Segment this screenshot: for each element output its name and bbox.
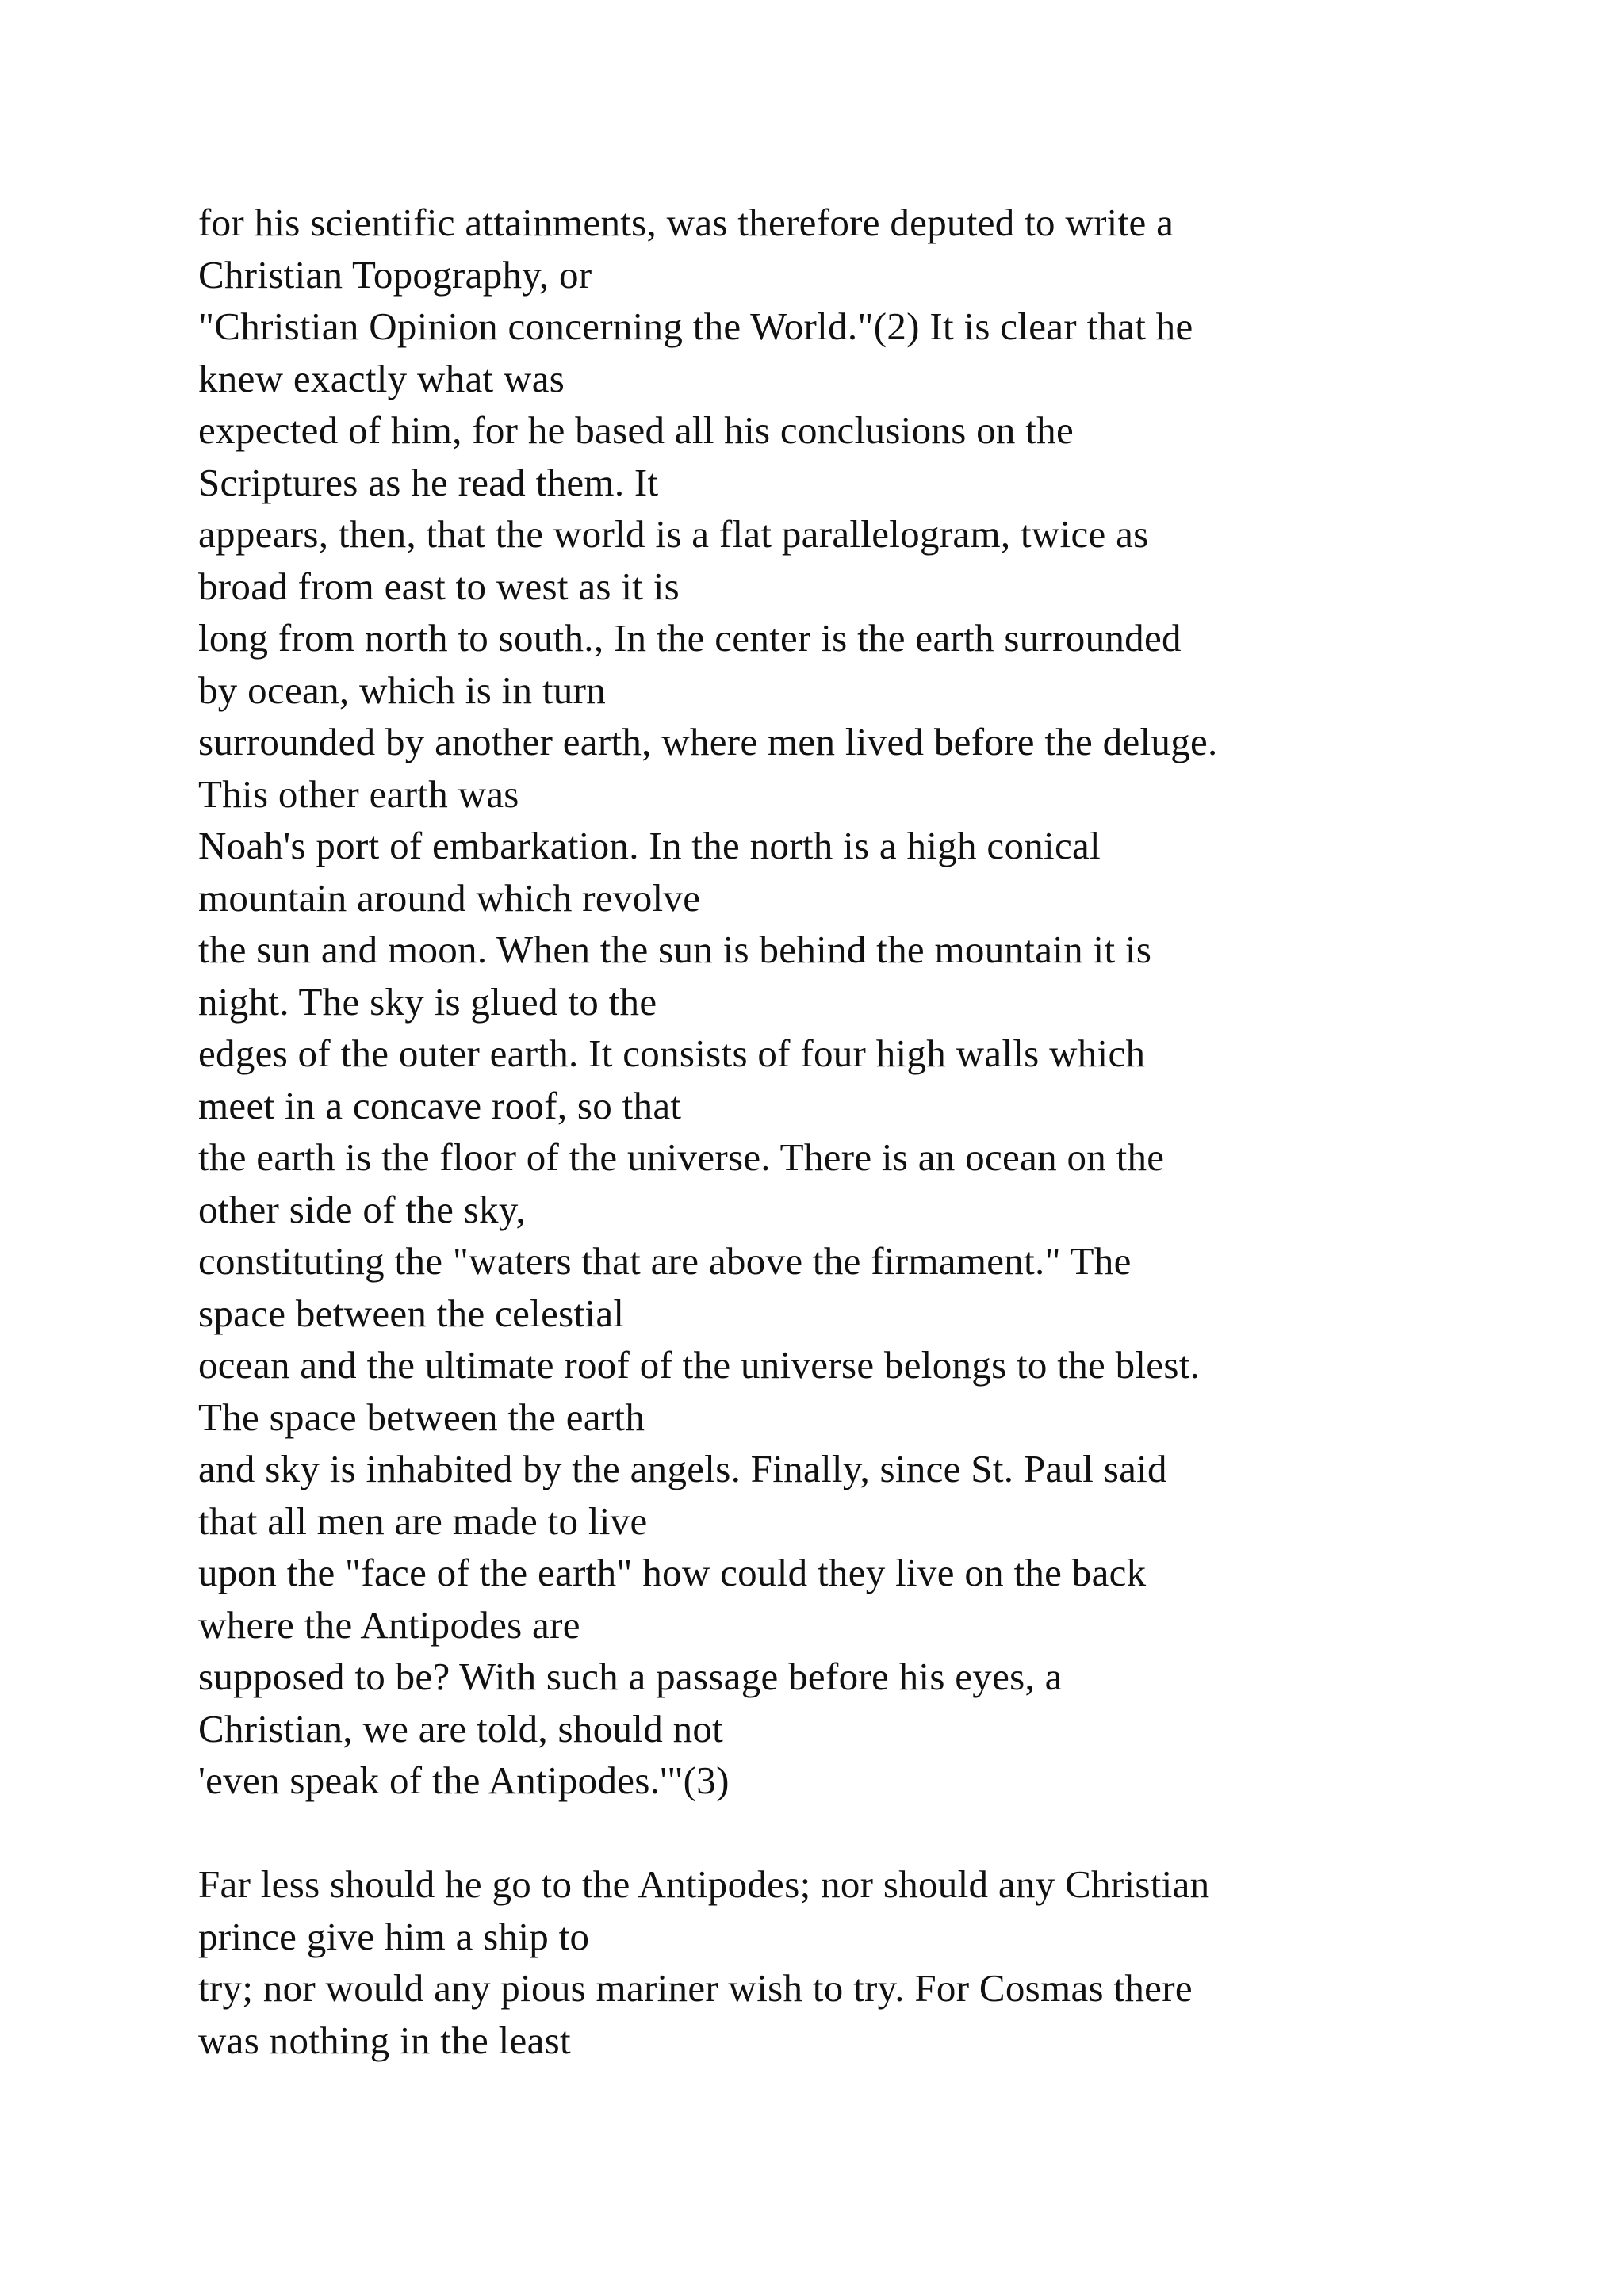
text-line: that all men are made to live: [198, 1498, 648, 1543]
text-line: long from north to south., In the center is the earth surrounded: [198, 616, 1182, 660]
paragraph-2: [198, 1858, 1546, 2066]
text-line: the sun and moon. When the sun is behind the mountain it is: [198, 928, 1152, 971]
text-line: where the Antipodes are: [198, 1602, 580, 1647]
text-line: 'even speak of the Antipodes.'"(3): [198, 1758, 730, 1802]
text-line: The space between the earth: [198, 1395, 645, 1439]
text-line: prince give him a ship to: [198, 1914, 590, 1958]
text-line: space between the celestial: [198, 1291, 625, 1335]
text-line: ocean and the ultimate roof of the universe belongs to the blest.: [198, 1343, 1201, 1387]
text-line: the earth is the floor of the universe. There is an ocean on the: [198, 1135, 1165, 1179]
text-line: other side of the sky,: [198, 1187, 527, 1231]
text-line: was nothing in the least: [198, 2018, 571, 2062]
text-line: meet in a concave roof, so that: [198, 1083, 682, 1127]
text-line: expected of him, for he based all his conclusions on the: [198, 408, 1074, 452]
text-line: edges of the outer earth. It consists of four high walls which: [198, 1031, 1146, 1075]
text-line: try; nor would any pious mariner wish to try. For Cosmas there: [198, 1966, 1193, 2010]
text-line: supposed to be? With such a passage before his eyes, a: [198, 1655, 1063, 1698]
text-line: appears, then, that the world is a flat parallelogram, twice as: [198, 512, 1149, 556]
text-line: Noah's port of embarkation. In the north is a high conical: [198, 824, 1101, 867]
text-line: upon the "face of the earth" how could they live on the back: [198, 1551, 1147, 1594]
document-page: [198, 197, 1546, 2066]
text-line: surrounded by another earth, where men lived before the deluge.: [198, 720, 1218, 763]
text-line: Christian Topography, or: [198, 252, 592, 297]
text-line: Far less should he go to the Antipodes; nor should any Christian: [198, 1862, 1210, 1906]
text-line: mountain around which revolve: [198, 875, 701, 920]
text-line: and sky is inhabited by the angels. Finally, since St. Paul said: [198, 1447, 1167, 1490]
text-line: by ocean, which is in turn: [198, 668, 607, 712]
text-line: "Christian Opinion concerning the World."(2) It is clear that he: [198, 304, 1193, 348]
text-line: night. The sky is glued to the: [198, 979, 657, 1024]
paragraph-gap: [198, 1807, 1546, 1859]
text-line: constituting the "waters that are above the firmament." The: [198, 1239, 1132, 1283]
text-line: broad from east to west as it is: [198, 564, 680, 608]
text-line: This other earth was: [198, 771, 519, 816]
text-line: knew exactly what was: [198, 356, 565, 400]
text-line: Christian, we are told, should not: [198, 1706, 724, 1751]
text-line: for his scientific attainments, was therefore deputed to write a: [198, 201, 1174, 244]
paragraph-1: [198, 197, 1546, 1807]
text-line: Scriptures as he read them. It: [198, 460, 659, 504]
